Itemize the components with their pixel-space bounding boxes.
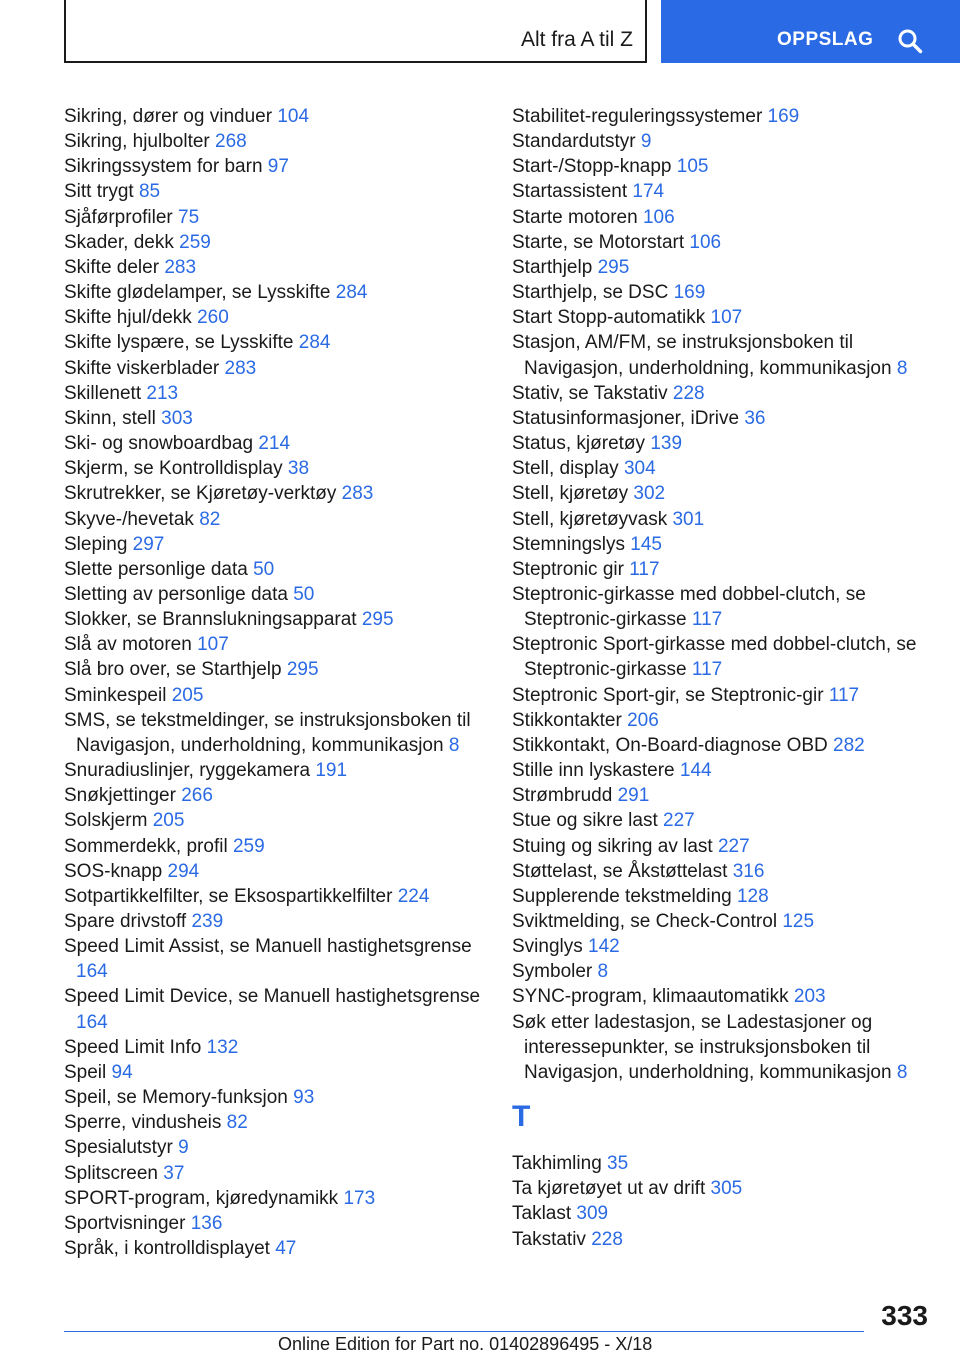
index-term: Stativ, se Takstativ: [512, 382, 668, 404]
index-entry: [64, 1110, 489, 1135]
index-entry: [64, 808, 489, 833]
page-link[interactable]: 214: [258, 433, 291, 455]
page-link[interactable]: 75: [178, 206, 200, 228]
index-entry: [64, 783, 489, 808]
index-column-right: [512, 104, 937, 1252]
page-link[interactable]: 8: [448, 734, 460, 756]
page-link[interactable]: 295: [597, 256, 630, 278]
index-term: Sikring, dører og vinduer: [64, 106, 273, 127]
page-link[interactable]: 82: [199, 508, 221, 530]
index-entry: [512, 230, 937, 255]
page-link[interactable]: 191: [315, 760, 348, 782]
index-entry: [512, 1176, 937, 1201]
page-link[interactable]: 82: [226, 1112, 248, 1134]
page-link[interactable]: 8: [896, 1061, 908, 1083]
index-term: Stemningslys: [512, 533, 625, 555]
index-entry: [64, 984, 489, 1034]
section-tab[interactable]: [64, 0, 647, 63]
index-entry: [512, 984, 937, 1009]
index-term: Taklast: [512, 1203, 572, 1225]
index-entry: [512, 859, 937, 884]
index-entry: [64, 1060, 489, 1085]
index-term: Start-/Stopp-knapp: [512, 156, 672, 178]
page-link[interactable]: 295: [361, 609, 394, 631]
page-link[interactable]: 203: [793, 986, 826, 1008]
index-term: Startassistent: [512, 181, 628, 203]
page-link[interactable]: 283: [164, 256, 197, 278]
page-link[interactable]: 284: [298, 332, 331, 354]
index-entry: [512, 808, 937, 833]
page-link[interactable]: 142: [588, 936, 620, 958]
index-entry: [64, 205, 489, 230]
index-column-left: [64, 104, 489, 1261]
section-title: Alt fra A til Z: [520, 28, 633, 51]
index-term: Stasjon, AM/FM, se instruksjonsboken til Navigasjon, underholdning, kommunikasjon: [512, 332, 892, 379]
index-term: Speed Limit Assist, se Manuell hastighetsgrense: [64, 936, 472, 958]
index-term: Starte motoren: [512, 206, 638, 228]
index-entry: [64, 859, 489, 884]
index-term: Takstativ: [512, 1228, 586, 1250]
index-entry: [64, 683, 489, 708]
page-link[interactable]: 268: [215, 131, 247, 153]
lookup-button-label: OPPSLAG: [777, 29, 874, 50]
index-term: Sportvisninger: [64, 1212, 186, 1234]
index-entry: [512, 884, 937, 909]
index-entry: [512, 1201, 937, 1226]
index-entry: [64, 557, 489, 582]
page-link[interactable]: 144: [679, 760, 712, 782]
index-term: Sminkespeil: [64, 684, 167, 706]
index-term: Steptronic Sport-girkasse med dobbel-clutch, se Steptronic-girkasse: [512, 634, 917, 681]
page-link[interactable]: 294: [167, 860, 200, 882]
page-link[interactable]: 205: [171, 684, 204, 706]
index-entry: [512, 1010, 937, 1085]
page-link[interactable]: 259: [232, 835, 265, 857]
index-term: Strømbrudd: [512, 785, 613, 807]
page-link[interactable]: 105: [676, 156, 709, 178]
index-entry: [512, 104, 937, 129]
index-term: Skinn, stell: [64, 407, 156, 429]
page-link[interactable]: 282: [833, 734, 865, 756]
index-term: Søk etter ladestasjon, se Ladestasjoner og interessepunkter, se instruksjonsboken til Navigasjon, underholdning, kommunikasjon: [512, 1011, 892, 1083]
index-term: Stue og sikre last: [512, 810, 658, 832]
page-link[interactable]: 125: [782, 911, 815, 932]
index-entry: [512, 959, 937, 984]
index-entry: [512, 154, 937, 179]
index-entry: [64, 356, 489, 381]
index-entry: [64, 758, 489, 783]
footer-edition: Online Edition for Part no. 01402896495 - X/18: [278, 1334, 653, 1354]
page-link[interactable]: 206: [627, 709, 659, 731]
index-entry: [512, 280, 937, 305]
page-link[interactable]: 284: [335, 282, 368, 304]
index-entry: [512, 330, 937, 380]
index-term: Spesialutstyr: [64, 1137, 173, 1159]
index-entry: [64, 1135, 489, 1160]
page-link[interactable]: 295: [286, 659, 319, 681]
index-term: SOS-knapp: [64, 860, 163, 882]
index-entry: [64, 1085, 489, 1110]
index-term: Skjerm, se Kontrolldisplay: [64, 458, 283, 480]
index-term: Statusinformasjoner, iDrive: [512, 407, 740, 429]
index-entry: [512, 834, 937, 859]
page-link[interactable]: 291: [617, 785, 650, 807]
index-term: Skifte deler: [64, 256, 160, 278]
index-term: Standardutstyr: [512, 131, 636, 153]
index-term: Sotpartikkelfilter, se Eksospartikkelfilter: [64, 885, 393, 907]
index-entry: [512, 708, 937, 733]
index-entry: [512, 129, 937, 154]
index-term: Sitt trygt: [64, 181, 134, 203]
page-link[interactable]: 37: [163, 1162, 185, 1184]
index-term: Status, kjøretøy: [512, 433, 646, 455]
index-term: Speed Limit Info: [64, 1036, 202, 1058]
index-term: SMS, se tekstmeldinger, se instruksjonsboken til Navigasjon, underholdning, kommunikasjon: [64, 709, 471, 756]
page-link[interactable]: 304: [623, 458, 656, 480]
index-entry: [512, 381, 937, 406]
page-link[interactable]: 94: [111, 1061, 133, 1083]
index-entry: [64, 179, 489, 204]
index-term: Snøkjettinger: [64, 785, 176, 807]
page-link[interactable]: 104: [277, 106, 310, 127]
index-entry: [512, 582, 937, 632]
search-icon: [897, 28, 923, 54]
page-link[interactable]: 283: [341, 483, 374, 505]
index-term: Sleping: [64, 533, 128, 555]
page-link[interactable]: 174: [632, 181, 665, 203]
page-link[interactable]: 301: [672, 508, 705, 530]
index-entry: [64, 104, 489, 129]
page-link[interactable]: 107: [197, 634, 229, 656]
page-link[interactable]: 106: [642, 206, 675, 228]
index-entry: [64, 884, 489, 909]
index-entry: [512, 632, 937, 682]
page-link[interactable]: 38: [287, 458, 310, 480]
index-term: Steptronic-girkasse med dobbel-clutch, se Steptronic-girkasse: [512, 583, 866, 631]
page-link[interactable]: 97: [267, 156, 289, 178]
page-link[interactable]: 50: [293, 583, 315, 605]
index-term: Snuradiuslinjer, ryggekamera: [64, 760, 311, 782]
page-link[interactable]: 213: [146, 382, 179, 404]
index-entry: [64, 1035, 489, 1060]
index-term: Stikkontakter: [512, 709, 622, 731]
index-term: Starthjelp: [512, 256, 593, 278]
page-link[interactable]: 47: [275, 1238, 297, 1260]
index-entry: [64, 406, 489, 431]
index-term: Start Stopp-automatikk: [512, 307, 706, 329]
index-term: Stell, display: [512, 458, 619, 480]
index-entry: [64, 607, 489, 632]
index-term: Speed Limit Device, se Manuell hastighetsgrense: [64, 986, 481, 1008]
index-entry: [64, 255, 489, 280]
page-link[interactable]: 228: [672, 382, 705, 404]
page-link[interactable]: 107: [710, 307, 743, 329]
page-link[interactable]: 305: [710, 1178, 743, 1200]
page-link[interactable]: 260: [197, 307, 229, 329]
index-entry: [64, 708, 489, 758]
index-entry: [512, 909, 937, 934]
page-link[interactable]: 227: [663, 810, 695, 832]
index-term: Supplerende tekstmelding: [512, 885, 732, 907]
index-entry: [512, 305, 937, 330]
index-entry: [64, 934, 489, 984]
page-link[interactable]: 227: [717, 835, 750, 857]
index-entry: [512, 1227, 937, 1252]
index-term: Språk, i kontrolldisplayet: [64, 1238, 270, 1260]
page-link[interactable]: 35: [607, 1153, 629, 1175]
index-entry: [512, 406, 937, 431]
page-link[interactable]: 303: [161, 407, 193, 429]
index-term: Sikringssystem for barn: [64, 156, 263, 178]
page-link[interactable]: 50: [253, 558, 275, 580]
index-entry: [64, 657, 489, 682]
page-link[interactable]: 169: [767, 106, 800, 127]
index-group-s: [512, 104, 937, 1085]
index-term: Stell, kjøretøy: [512, 483, 629, 505]
page-link[interactable]: 117: [629, 558, 660, 580]
page-link[interactable]: 117: [691, 609, 723, 631]
index-term: Stuing og sikring av last: [512, 835, 713, 857]
index-group-t: [512, 1151, 937, 1252]
index-entry: [64, 1186, 489, 1211]
index-term: Spare drivstoff: [64, 911, 187, 932]
index-term: Slå av motoren: [64, 634, 192, 656]
index-term: Symboler: [512, 961, 593, 983]
index-entry: [64, 1161, 489, 1186]
lookup-button[interactable]: [661, 0, 960, 63]
page-link[interactable]: 259: [179, 231, 211, 253]
index-entry: [64, 532, 489, 557]
index-term: Sjåførprofiler: [64, 206, 173, 228]
index-entry: [64, 632, 489, 657]
page-link[interactable]: 164: [76, 961, 108, 983]
page-number: 333: [881, 1300, 928, 1331]
index-term: Stille inn lyskastere: [512, 760, 675, 782]
page-link[interactable]: 145: [630, 533, 662, 555]
index-entry: [512, 179, 937, 204]
index-term: Skifte glødelamper, se Lysskifte: [64, 282, 331, 304]
page-link[interactable]: 224: [397, 885, 430, 907]
index-entry: [64, 280, 489, 305]
index-term: Ski- og snowboardbag: [64, 433, 254, 455]
index-term: Ta kjøretøyet ut av drift: [512, 1178, 706, 1200]
page-link[interactable]: 128: [736, 885, 769, 907]
index-term: Slå bro over, se Starthjelp: [64, 659, 282, 681]
page-link[interactable]: 266: [181, 785, 213, 807]
index-entry: [64, 431, 489, 456]
page-link[interactable]: 85: [138, 181, 161, 203]
index-entry: [512, 507, 937, 532]
index-entry: [64, 305, 489, 330]
index-entry: [64, 456, 489, 481]
index-term: Slette personlige data: [64, 558, 248, 580]
index-term: Sviktmelding, se Check-Control: [512, 911, 778, 932]
index-entry: [512, 733, 937, 758]
page-link[interactable]: 36: [744, 407, 766, 429]
index-term: Speil, se Memory-funksjon: [64, 1087, 288, 1109]
index-term: SPORT-program, kjøredynamikk: [64, 1187, 339, 1209]
index-term: Skrutrekker, se Kjøretøy-verktøy: [64, 483, 337, 505]
index-term: Splitscreen: [64, 1162, 158, 1184]
index-entry: [64, 1236, 489, 1261]
index-entry: [512, 431, 937, 456]
index-entry: [512, 783, 937, 808]
index-entry: [512, 934, 937, 959]
index-term: Stikkontakt, On-Board-diagnose OBD: [512, 734, 828, 756]
index-term: Skader, dekk: [64, 231, 174, 253]
page-link[interactable]: 302: [633, 483, 666, 505]
page-link[interactable]: 205: [152, 810, 185, 832]
index-entry: [64, 230, 489, 255]
page-link[interactable]: 228: [591, 1228, 623, 1250]
index-letter-heading: T: [512, 1100, 531, 1134]
index-entry: [64, 1211, 489, 1236]
page-link[interactable]: 139: [650, 433, 683, 455]
index-entry: [64, 507, 489, 532]
index-entry: [64, 481, 489, 506]
index-term: Skifte hjul/dekk: [64, 307, 192, 329]
index-entry: [64, 154, 489, 179]
index-entry: [64, 381, 489, 406]
page-link[interactable]: 117: [691, 659, 723, 681]
index-term: Svinglys: [512, 936, 583, 958]
index-entry: [512, 255, 937, 280]
index-term: Takhimling: [512, 1153, 602, 1175]
page-link[interactable]: 309: [576, 1203, 609, 1225]
page-link[interactable]: 169: [673, 282, 706, 304]
index-entry: [512, 481, 937, 506]
index-entry: [64, 129, 489, 154]
index-term: Steptronic Sport-gir, se Steptronic-gir: [512, 684, 824, 706]
index-term: Sikring, hjulbolter: [64, 131, 210, 153]
index-term: Starthjelp, se DSC: [512, 282, 669, 304]
index-entry: [64, 582, 489, 607]
page-link[interactable]: 283: [224, 357, 257, 379]
index-entry: [512, 456, 937, 481]
page-link[interactable]: 173: [343, 1187, 376, 1209]
page-link[interactable]: 8: [896, 357, 908, 379]
index-entry: [64, 834, 489, 859]
page-link[interactable]: 93: [293, 1087, 315, 1109]
page-link[interactable]: 8: [597, 961, 609, 983]
index-entry: [512, 532, 937, 557]
page-link[interactable]: 297: [132, 533, 165, 555]
index-entry: [512, 758, 937, 783]
page-link[interactable]: 239: [191, 911, 224, 932]
index-term: Støttelast, se Åkstøttelast: [512, 860, 728, 882]
page-link[interactable]: 316: [732, 860, 765, 882]
index-term: Solskjerm: [64, 810, 148, 832]
index-term: Sletting av personlige data: [64, 583, 288, 605]
index-term: Speil: [64, 1061, 107, 1083]
index-entry: [512, 205, 937, 230]
index-entry: [512, 557, 937, 582]
index-term: Sperre, vindusheis: [64, 1112, 222, 1134]
page-link[interactable]: 9: [640, 131, 652, 153]
page-link[interactable]: 132: [206, 1036, 239, 1058]
index-term: Starte, se Motorstart: [512, 231, 685, 253]
page-link[interactable]: 136: [190, 1212, 223, 1234]
index-entry: [64, 909, 489, 934]
index-term: Stell, kjøretøyvask: [512, 508, 668, 530]
index-term: Skyve-/hevetak: [64, 508, 194, 530]
index-term: Steptronic gir: [512, 558, 624, 580]
index-term: Skifte viskerblader: [64, 357, 220, 379]
footer-divider: [64, 1331, 864, 1332]
page-link[interactable]: 164: [76, 1011, 108, 1033]
index-term: Stabilitet-reguleringssystemer: [512, 106, 763, 127]
page-link[interactable]: 106: [689, 231, 722, 253]
index-term: Skifte lyspære, se Lysskifte: [64, 332, 294, 354]
page-link[interactable]: 117: [828, 684, 860, 706]
page-link[interactable]: 9: [178, 1137, 189, 1159]
index-entry: [64, 330, 489, 355]
index-entry: [512, 683, 937, 708]
index-term: Skillenett: [64, 382, 142, 404]
index-term: SYNC-program, klimaautomatikk: [512, 986, 789, 1008]
index-entry: [512, 1151, 937, 1176]
index-term: Sommerdekk, profil: [64, 835, 228, 857]
index-term: Slokker, se Brannslukningsapparat: [64, 609, 357, 631]
